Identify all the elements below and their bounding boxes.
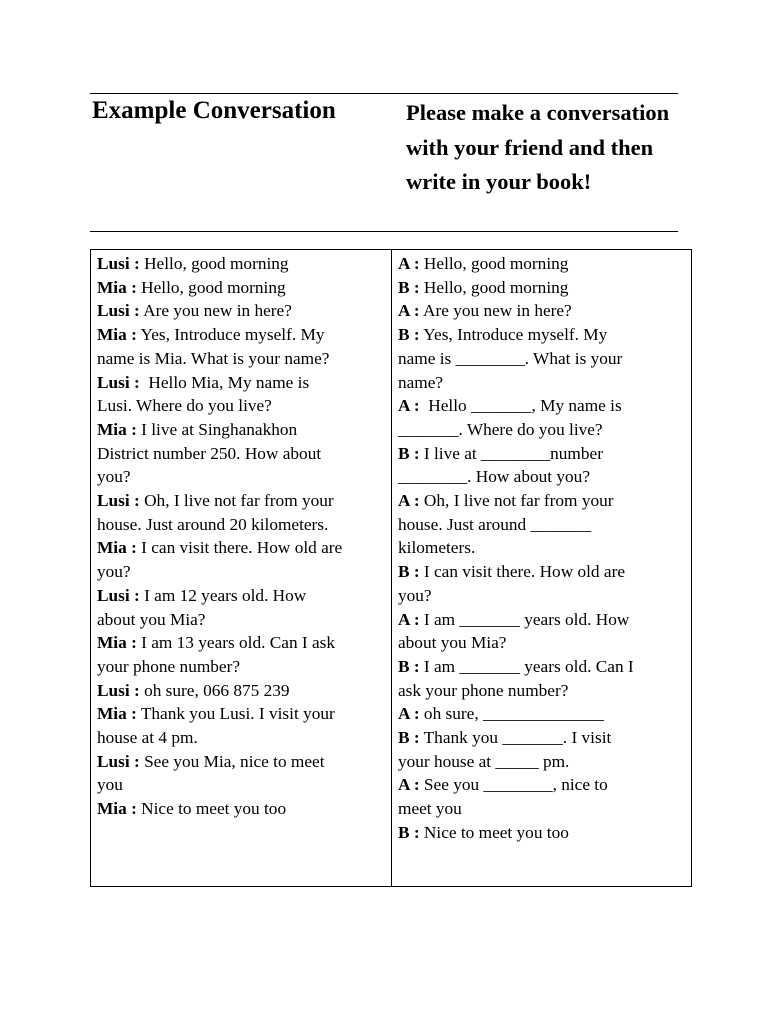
dialogue-line [398, 655, 690, 679]
dialogue-line [97, 465, 387, 489]
dialogue-line [398, 418, 690, 442]
speaker-label: A : [398, 396, 420, 416]
dialogue-text: Yes, Introduce myself. My [419, 325, 608, 345]
dialogue-line [97, 442, 387, 466]
dialogue-text: See you ________, nice to [419, 775, 608, 795]
speaker-label: B : [398, 325, 420, 345]
dialogue-text: I live at Singhanakhon [136, 419, 298, 439]
dialogue-line [398, 584, 690, 608]
dialogue-line [398, 252, 690, 276]
dialogue-line [398, 797, 690, 821]
speaker-label: Mia : [97, 704, 137, 724]
dialogue-line [398, 702, 690, 726]
speaker-label: B : [398, 728, 420, 748]
dialogue-line [97, 560, 387, 584]
dialogue-text: Hello, good morning [419, 277, 569, 297]
column-divider [391, 250, 392, 886]
dialogue-text: Are you new in here? [139, 301, 292, 321]
dialogue-text: District number 250. How about [97, 443, 322, 463]
speaker-label: A : [398, 609, 420, 629]
speaker-label: Lusi : [97, 751, 140, 771]
speaker-label: B : [398, 822, 420, 842]
dialogue-text: Thank you _______. I visit [419, 728, 612, 748]
dialogue-text: Oh, I live not far from your [139, 491, 334, 511]
dialogue-line [97, 323, 387, 347]
dialogue-text: Hello, good morning [139, 254, 289, 273]
dialogue-line [398, 821, 690, 845]
dialogue-text: _______. Where do you live? [398, 419, 603, 439]
speaker-label: A : [398, 491, 420, 511]
dialogue-line [398, 465, 690, 489]
speaker-label: Lusi : [97, 254, 140, 273]
speaker-label: Lusi : [97, 680, 140, 700]
dialogue-line [398, 631, 690, 655]
dialogue-line [97, 750, 387, 774]
dialogue-text: I am _______ years old. How [419, 609, 630, 629]
speaker-label: Lusi : [97, 491, 140, 511]
dialogue-line [398, 536, 690, 560]
practice-conversation-column [398, 252, 690, 845]
dialogue-line [398, 489, 690, 513]
dialogue-text: meet you [398, 799, 462, 819]
dialogue-text: about you Mia? [97, 609, 206, 629]
dialogue-text: See you Mia, nice to meet [139, 751, 325, 771]
dialogue-line [398, 773, 690, 797]
dialogue-line [398, 442, 690, 466]
dialogue-text: you? [398, 585, 432, 605]
dialogue-text: I am 12 years old. How [139, 585, 307, 605]
dialogue-line [97, 394, 387, 418]
dialogue-text: name is Mia. What is your name? [97, 348, 330, 368]
dialogue-line [398, 347, 690, 371]
dialogue-text: kilometers. [398, 538, 476, 558]
dialogue-line [398, 299, 690, 323]
dialogue-line [398, 323, 690, 347]
dialogue-line [97, 797, 387, 821]
speaker-label: B : [398, 443, 420, 463]
dialogue-line [97, 276, 387, 300]
dialogue-line [97, 347, 387, 371]
dialogue-text: your phone number? [97, 656, 241, 676]
dialogue-text: about you Mia? [398, 633, 507, 653]
dialogue-line [97, 371, 387, 395]
dialogue-text: I am _______ years old. Can I [419, 656, 634, 676]
speaker-label: A : [398, 704, 420, 724]
dialogue-line [97, 773, 387, 797]
dialogue-text: oh sure, ______________ [419, 704, 604, 724]
dialogue-text: Nice to meet you too [136, 799, 287, 819]
dialogue-line [97, 536, 387, 560]
speaker-label: Mia : [97, 538, 137, 558]
dialogue-text: your house at _____ pm. [398, 751, 570, 771]
dialogue-text: Hello _______, My name is [419, 396, 622, 416]
dialogue-text: house. Just around _______ [398, 514, 591, 534]
dialogue-line [97, 655, 387, 679]
dialogue-text: Are you new in here? [419, 301, 572, 321]
dialogue-line [398, 726, 690, 750]
dialogue-line [398, 276, 690, 300]
speaker-label: A : [398, 254, 420, 273]
dialogue-text: I live at ________number [419, 443, 603, 463]
speaker-label: B : [398, 656, 420, 676]
dialogue-text: you [97, 775, 123, 795]
dialogue-line [97, 299, 387, 323]
dialogue-line [398, 513, 690, 537]
dialogue-text: I can visit there. How old are [136, 538, 343, 558]
dialogue-text: I am 13 years old. Can I ask [136, 633, 336, 653]
speaker-label: A : [398, 301, 420, 321]
dialogue-text: Hello, good morning [419, 254, 569, 273]
speaker-label: Mia : [97, 277, 137, 297]
dialogue-line [97, 608, 387, 632]
example-conversation-column [97, 252, 387, 821]
speaker-label: Lusi : [97, 372, 140, 392]
dialogue-line [97, 513, 387, 537]
dialogue-line [97, 726, 387, 750]
speaker-label: B : [398, 562, 420, 582]
dialogue-text: Yes, Introduce myself. My [136, 325, 325, 345]
speaker-label: Mia : [97, 419, 137, 439]
dialogue-text: Hello, good morning [136, 277, 286, 297]
dialogue-text: Thank you Lusi. I visit your [136, 704, 335, 724]
dialogue-line [97, 252, 387, 276]
dialogue-text: Oh, I live not far from your [419, 491, 614, 511]
speaker-label: Mia : [97, 799, 137, 819]
dialogue-line [97, 702, 387, 726]
header-bottom-rule [90, 231, 678, 232]
dialogue-text: house at 4 pm. [97, 728, 198, 748]
dialogue-line [398, 371, 690, 395]
dialogue-text: name is ________. What is your [398, 348, 623, 368]
dialogue-line [97, 631, 387, 655]
dialogue-line [97, 418, 387, 442]
dialogue-text: ________. How about you? [398, 467, 590, 487]
dialogue-text: you? [97, 562, 131, 582]
dialogue-text: house. Just around 20 kilometers. [97, 514, 329, 534]
dialogue-text: ask your phone number? [398, 680, 569, 700]
dialogue-line [398, 608, 690, 632]
dialogue-line [97, 679, 387, 703]
instruction-heading: Please make a conversation with your friend and then write in your book! [406, 100, 670, 194]
dialogue-line [398, 394, 690, 418]
dialogue-line [97, 584, 387, 608]
speaker-label: Lusi : [97, 585, 140, 605]
speaker-label: Mia : [97, 633, 137, 653]
dialogue-text: oh sure, 066 875 239 [139, 680, 290, 700]
dialogue-line [398, 750, 690, 774]
dialogue-line [398, 560, 690, 584]
dialogue-line [398, 679, 690, 703]
dialogue-text: name? [398, 372, 444, 392]
speaker-label: B : [398, 277, 420, 297]
dialogue-text: I can visit there. How old are [419, 562, 625, 582]
dialogue-text: Hello Mia, My name is [139, 372, 310, 392]
dialogue-line [97, 489, 387, 513]
dialogue-text: Nice to meet you too [419, 822, 569, 842]
conversation-table [90, 249, 692, 887]
dialogue-text: Lusi. Where do you live? [97, 396, 272, 416]
example-conversation-heading: Example Conversation [92, 97, 336, 124]
speaker-label: Mia : [97, 325, 137, 345]
speaker-label: A : [398, 775, 420, 795]
speaker-label: Lusi : [97, 301, 140, 321]
dialogue-text: you? [97, 467, 131, 487]
